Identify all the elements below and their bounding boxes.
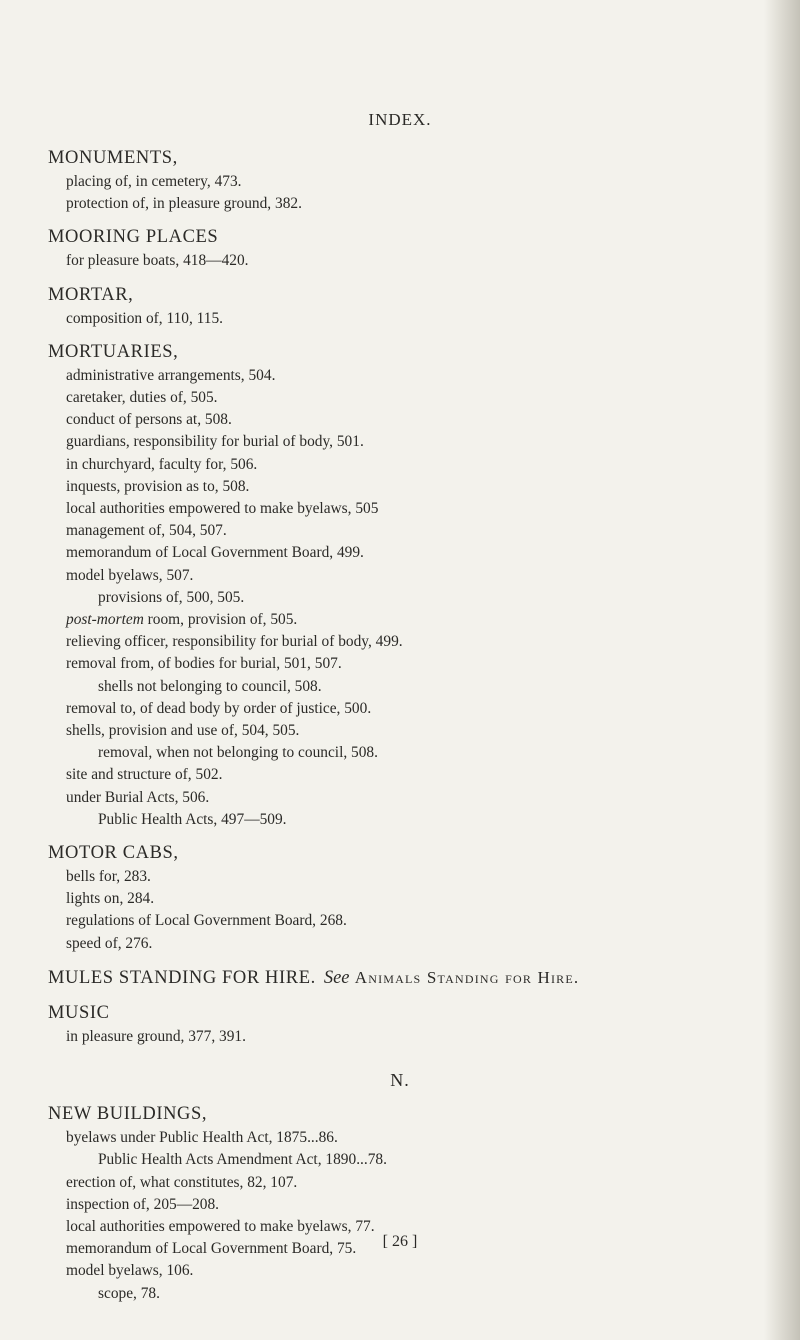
sub-entry: memorandum of Local Government Board, 75. (66, 1240, 357, 1258)
sub-sub-entry: provisions of, 500, 505. (98, 588, 245, 606)
sub-entry: administrative arrangements, 504. (66, 366, 276, 384)
sub-entry: model byelaws, 106. (66, 1262, 194, 1280)
entry-new-buildings (0, 1102, 800, 1305)
see-reference-label: See (323, 967, 350, 988)
sub-entry: guardians, responsibility for burial of body, 501. (66, 433, 364, 451)
sub-entry: inquests, provision as to, 508. (66, 477, 250, 495)
sub-entry: conduct of persons at, 508. (66, 411, 232, 429)
sub-entry: caretaker, duties of, 505. (66, 389, 218, 407)
sub-entry: speed of, 276. (66, 934, 153, 952)
entry-heading: MOORING PLACES (48, 227, 219, 248)
sub-sub-entry: shells not belonging to council, 508. (98, 677, 322, 695)
entry-mooring-places (0, 225, 800, 272)
sub-entry: shells, provision and use of, 504, 505. (66, 722, 300, 740)
entry-monuments (0, 146, 800, 215)
sub-entry: local authorities empowered to make byelaws, 77. (66, 1217, 375, 1235)
sub-entry: relieving officer, responsibility for burial of body, 499. (66, 633, 403, 651)
sub-entry: under Burial Acts, 506. (66, 788, 210, 806)
section-letter: N. (390, 1070, 410, 1091)
sub-entry: byelaws under Public Health Act, 1875...86. (66, 1129, 338, 1147)
sub-entry: inspection of, 205—208. (66, 1195, 220, 1213)
sub-entry: bells for, 283. (66, 868, 151, 886)
sub-entry: memorandum of Local Government Board, 499. (66, 544, 364, 562)
sub-entry: management of, 504, 507. (66, 522, 227, 540)
sub-entry: in churchyard, faculty for, 506. (66, 455, 258, 473)
page-header: INDEX. (368, 110, 432, 129)
entry-mortar (0, 283, 800, 330)
sub-entry: placing of, in cemetery, 473. (66, 173, 242, 190)
entry-heading-with-reference (0, 965, 800, 991)
entry-heading: MUSIC (48, 1002, 110, 1023)
sub-entry: regulations of Local Government Board, 268. (66, 912, 347, 930)
cross-reference: Animals Standing for Hire. (354, 967, 580, 987)
sub-sub-entry: Public Health Acts, 497—509. (98, 810, 287, 828)
entry-heading: MOTOR CABS, (48, 843, 179, 864)
entry-motor-cabs (0, 841, 800, 955)
index-content (0, 146, 800, 1315)
sub-entry: protection of, in pleasure ground, 382. (66, 195, 302, 213)
sub-entry: in pleasure ground, 377, 391. (66, 1027, 246, 1045)
page-number: [ 26 ] (382, 1233, 418, 1250)
italic-term: post-mortem (66, 611, 144, 629)
sub-entry: removal from, of bodies for burial, 501, 507. (66, 655, 342, 673)
entry-mules-standing-for-hire (0, 965, 800, 991)
sub-sub-entry: removal, when not belonging to council, 508. (98, 744, 378, 762)
entry-heading: MONUMENTS, (48, 148, 178, 168)
entry-heading-text: MULES STANDING FOR HIRE. (48, 967, 316, 988)
sub-entry: model byelaws, 507. (66, 566, 194, 584)
sub-entry: composition of, 110, 115. (66, 309, 224, 327)
entry-heading: MORTAR, (48, 284, 134, 305)
entry-mortuaries (0, 340, 800, 831)
sub-sub-entry: Public Health Acts Amendment Act, 1890...78. (98, 1151, 387, 1169)
sub-sub-entry: scope, 78. (98, 1284, 160, 1302)
sub-entry: erection of, what constitutes, 82, 107. (66, 1173, 298, 1191)
sub-entry: removal to, of dead body by order of justice, 500. (66, 699, 372, 717)
entry-heading: NEW BUILDINGS, (48, 1104, 208, 1125)
entry-heading: MORTUARIES, (48, 341, 179, 362)
sub-entry: lights on, 284. (66, 890, 155, 908)
entry-music (0, 1001, 800, 1048)
sub-entry: local authorities empowered to make byelaws, 505 (66, 500, 379, 518)
sub-entry (0, 609, 800, 631)
sub-entry-text: room, provision of, 505. (143, 611, 298, 629)
sub-entry: site and structure of, 502. (66, 766, 223, 784)
sub-entry: for pleasure boats, 418—420. (66, 252, 249, 270)
